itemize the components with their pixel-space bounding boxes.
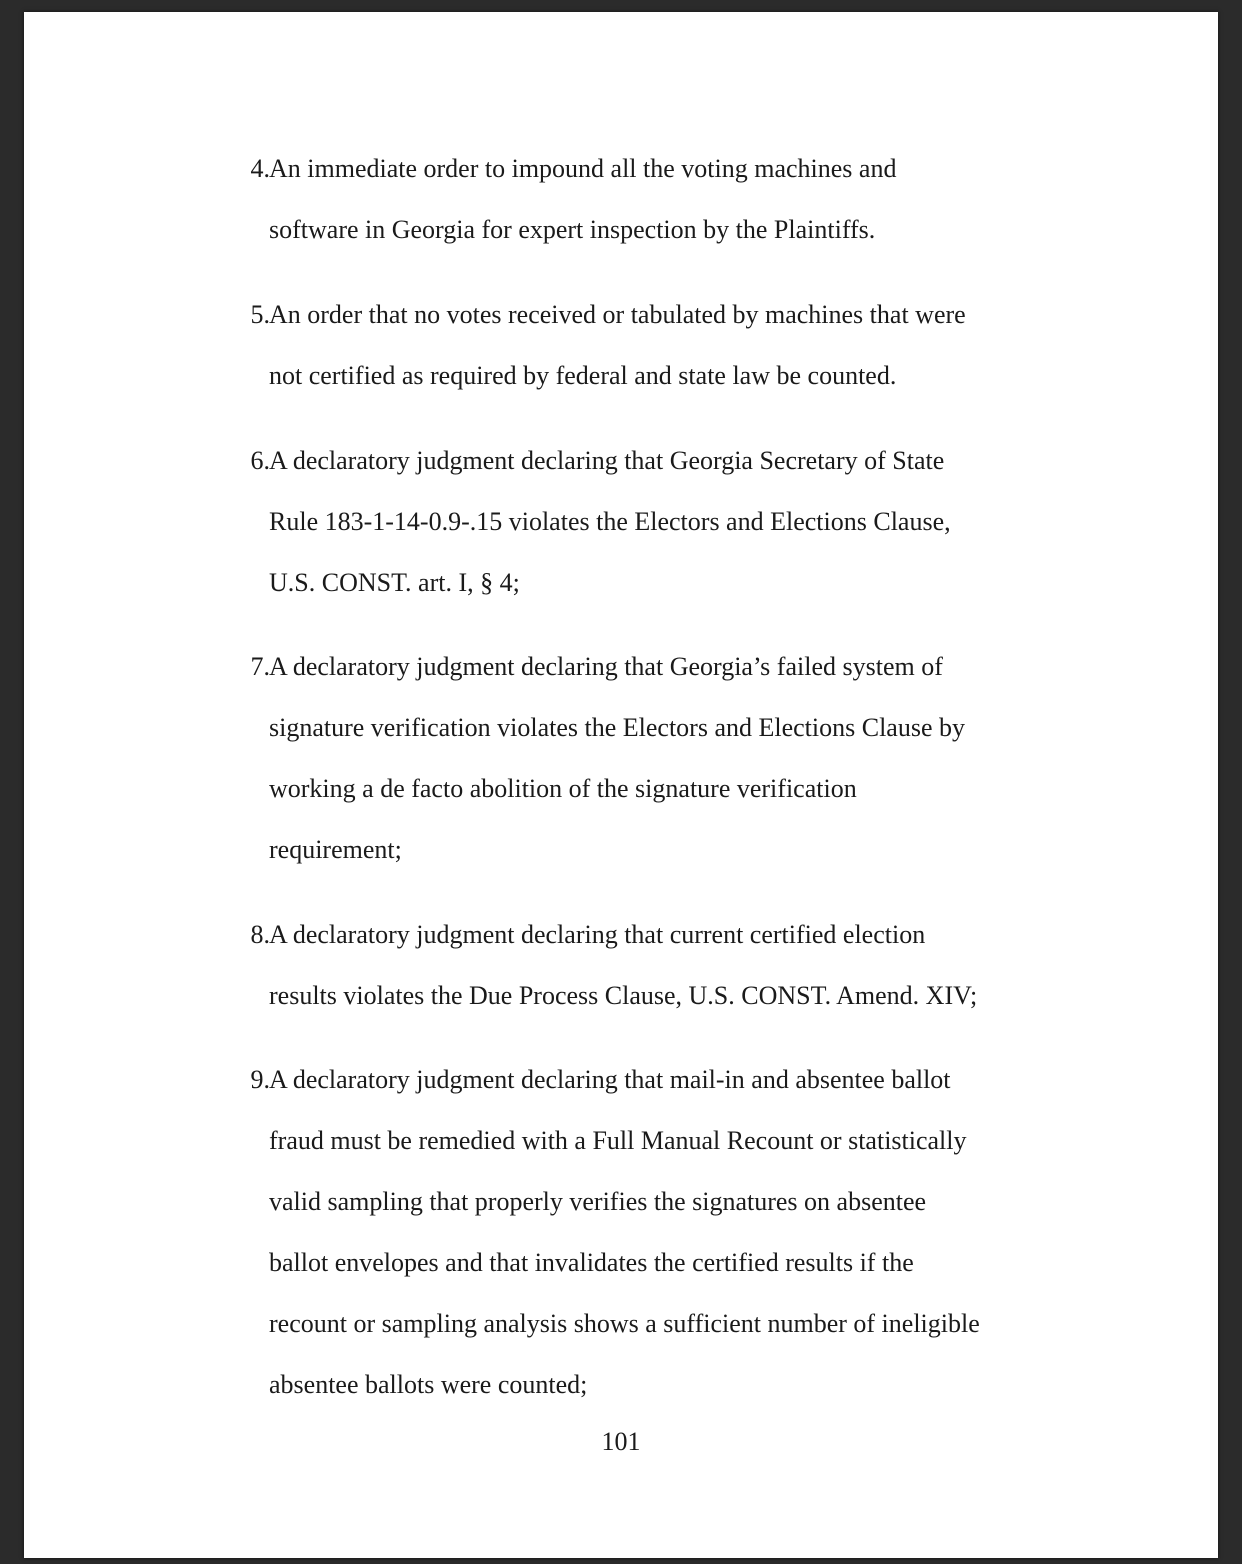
item-text-line: An immediate order to impound all the voting machines and: [269, 154, 897, 183]
item-text-line: ballot envelopes and that invalidates the certified results if the: [269, 1248, 914, 1277]
item-text-line: not certified as required by federal and state law be counted.: [269, 361, 897, 390]
item-text-line: working a de facto abolition of the signature verification: [269, 774, 857, 803]
document-page: [24, 12, 1218, 1558]
item-number: 5.: [250, 300, 270, 329]
item-text-line: A declaratory judgment declaring that mail-in and absentee ballot: [269, 1065, 951, 1094]
item-text-line: Rule 183-1-14-0.9-.15 violates the Electors and Elections Clause,: [269, 507, 951, 536]
item-text-line: A declaratory judgment declaring that Georgia Secretary of State: [269, 446, 945, 475]
item-text-line: software in Georgia for expert inspection by the Plaintiffs.: [269, 215, 876, 244]
item-text-line: recount or sampling analysis shows a sufficient number of ineligible: [269, 1309, 980, 1338]
item-number: 8.: [250, 920, 270, 949]
item-number: 9.: [250, 1065, 270, 1094]
item-text-line: A declaratory judgment declaring that Georgia’s failed system of: [269, 652, 943, 681]
item-number: 6.: [250, 446, 270, 475]
item-text-line: signature verification violates the Electors and Elections Clause by: [269, 713, 966, 742]
item-number: 4.: [250, 154, 270, 183]
page-number: 101: [601, 1427, 641, 1456]
item-text-line: absentee ballots were counted;: [269, 1370, 588, 1399]
item-text-line: results violates the Due Process Clause, U.S. CONST. Amend. XIV;: [269, 981, 978, 1010]
item-text-line: requirement;: [269, 835, 402, 864]
item-text-line: A declaratory judgment declaring that current certified election: [269, 920, 926, 949]
item-text-line: valid sampling that properly verifies the signatures on absentee: [269, 1187, 927, 1216]
item-text-line: fraud must be remedied with a Full Manual Recount or statistically: [269, 1126, 967, 1155]
item-number: 7.: [250, 652, 270, 681]
item-text-line: An order that no votes received or tabulated by machines that were: [269, 300, 966, 329]
item-text-line: U.S. CONST. art. I, § 4;: [269, 568, 520, 597]
